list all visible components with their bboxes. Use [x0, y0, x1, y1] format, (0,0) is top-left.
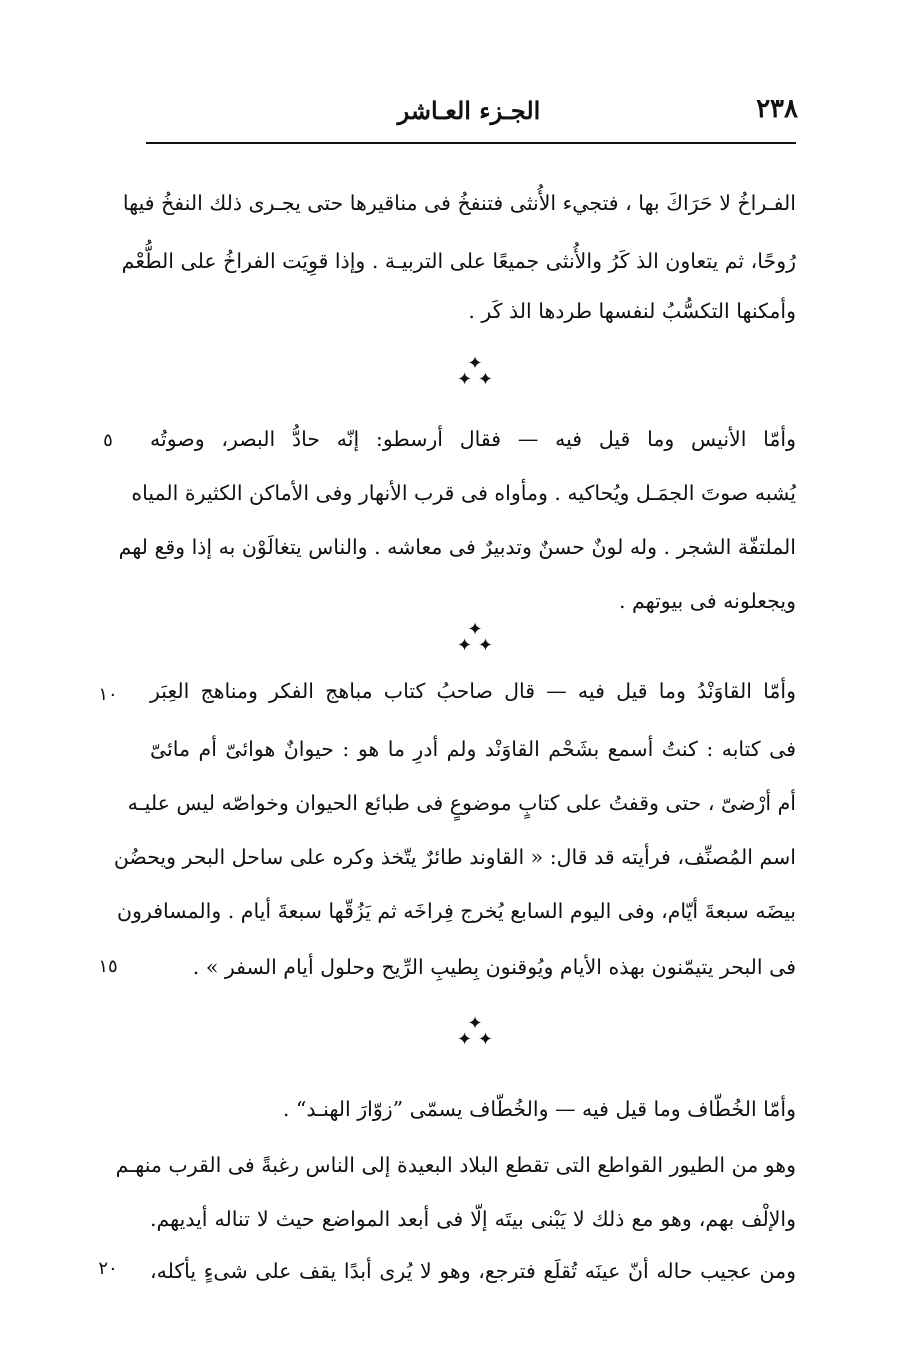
- text-line: الملتفّة الشجر . وله لونٌ حسنٌ وتدبيرٌ فى معاشه . والناس يتغالَوْن به إذا وقع لهم: [118, 535, 796, 559]
- text-line: أم أرْضىّ ، حتى وقفتُ على كتابٍ موضوعٍ فى طبائع الحيوان وخواصّه ليس عليـه: [127, 791, 796, 815]
- text-line: وأمّا القاوَنْدُ وما قيل فيه — قال صاحبُ كتاب مباهج الفكر ومناهج العِبَر: [150, 679, 796, 703]
- section-separator: ✦ ✦ ✦: [457, 619, 493, 656]
- text-line: رُوحًا، ثم يتعاون الذ كَرُ والأُنثى جميعًا على التربيـة . وإذا قوِيَت الفراخُ على الطُّعْم: [121, 249, 796, 273]
- section-separator: ✦ ✦ ✦: [457, 353, 493, 390]
- text-line: فى البحر يتيمّنون بهذه الأيام ويُوقنون بِطيبِ الرِّيح وحلول أيام السفر » .: [192, 955, 796, 979]
- text-line: فى كتابه : كنتُ أسمع بشَحْم القاوَنْد ولم أدرِ ما هو : حيوانٌ هوائىّ أم مائىّ: [150, 737, 796, 761]
- text-line: يُشبه صوتَ الجمَـل ويُحاكيه . ومأواه فى قرب الأنهار وفى الأماكن الكثيرة المياه: [131, 481, 796, 505]
- line-number: ٥: [103, 430, 113, 451]
- text-line: وأمّا الخُطّاف وما قيل فيه — والخُطّاف يسمّى ”زوّارَ الهنـد“ .: [282, 1097, 796, 1121]
- text-line: ويجعلونه فى بيوتهم .: [618, 589, 796, 613]
- text-line: الفـراخُ لا حَرَاكَ بها ، فتجيء الأُنثى فتنفخُ فى مناقيرها حتى يجـرى ذلك النفخُ فيها: [122, 191, 796, 215]
- section-separator: ✦ ✦ ✦: [457, 1013, 493, 1050]
- page-header: [140, 92, 798, 132]
- header-rule: [146, 142, 796, 144]
- text-line: وهو من الطيور القواطع التى تقطع البلاد البعيدة إلى الناس رغبةً فى القرب منهـم: [115, 1153, 796, 1177]
- text-line: بيضَه سبعةَ أيّام، وفى اليوم السابع يُخرج فِراخَه ثم يَزُقّها سبعةَ أيام . والمسافرون: [116, 899, 796, 923]
- text-line: والإلْف بهم، وهو مع ذلك لا يَبْنى بيتَه إلّا فى أبعد المواضع حيث لا تناله أيديهم.: [150, 1207, 796, 1231]
- text-line: اسم المُصنِّف، فرأيته قد قال: « القاوند طائرٌ يتّخذ وكره على ساحل البحر ويحضُن: [113, 845, 796, 869]
- text-line: وأمّا الأنيس وما قيل فيه — فقال أرسطو: إنّه حادُّ البصر، وصوتُه: [150, 427, 796, 451]
- page-number: ٢٣٨: [756, 94, 798, 124]
- running-title: الجـزء العـاشر: [397, 96, 541, 125]
- text-line: ومن عجيب حاله أنّ عينَه تُقلَع فترجع، وهو لا يُرى أبدًا يقف على شىءٍ يأكله،: [150, 1259, 796, 1283]
- line-number: ١٥: [98, 956, 118, 977]
- line-number: ١٠: [98, 684, 118, 705]
- text-line: وأمكنها التكسُّبُ لنفسها طردها الذ كَر .: [468, 299, 796, 323]
- line-number: ٢٠: [98, 1258, 118, 1279]
